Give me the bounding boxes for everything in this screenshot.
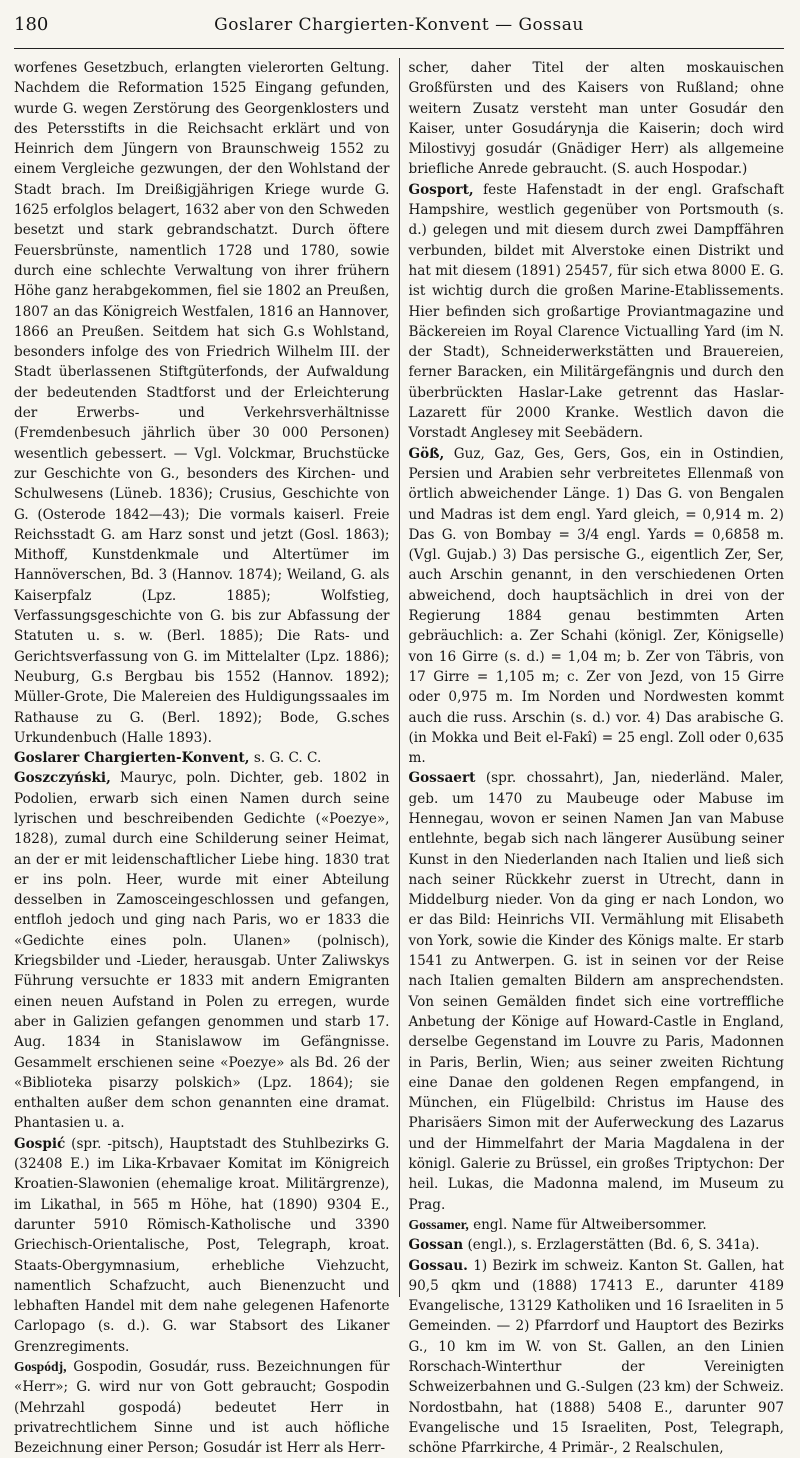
left-column <box>14 58 399 1457</box>
running-head-title: Goslarer Chargierten-Konvent — Gossau <box>214 15 584 35</box>
entry-text: scher, daher Titel der alten moskauischen Großfürsten und des Kaisers von Rußland; ohne weitern Zusatz versteht man unter Gosudár den Kaiser, unter Gosudárynja die Kaiserin; doch wird Milostivyj gosudár (Gnädiger Herr) als allgemeine briefliche Anrede gebraucht. (S. auch Hospodar.) <box>408 60 784 178</box>
entry-text: feste Hafenstadt in der engl. Grafschaft Hampshire, westlich gegenüber von Portsmouth (s. d.) gelegen und mit diesem durch zwei Dampffähren verbunden, bildet mit Alverstoke einen Distrikt und hat mit diesem (1891) 25457, für sich etwa 8000 E. G. ist wichtig durch die großen Marine-Etablissements. Hier befinden sich großartige Proviantmagazine und Bäckereien im Royal Clarence Victualling Yard (im N. der Stadt), Schneiderwerkstätten und Brauereien, ferner Baracken, ein Militärgefängnis und durch den überbrückten Haslar-Lake getrennt das Haslar-Lazarett für 2000 Kranke. Westlich davon die Vorstadt Anglesey mit Seebädern. <box>408 181 784 442</box>
running-head <box>14 14 784 49</box>
entry-gosport <box>409 180 785 444</box>
entry-gospic <box>14 1134 390 1357</box>
entry-text: s. G. C. C. <box>249 750 322 767</box>
entry-goss <box>409 444 785 769</box>
entry-headword: Gossan <box>408 1237 464 1254</box>
text-columns <box>14 58 784 1457</box>
entry-headword: Gossau. <box>408 1257 468 1274</box>
entry-goslarer-chargierten-konvent <box>14 748 390 768</box>
entry-goszczynski <box>14 768 390 1133</box>
entry-headword: Goszczyński, <box>14 770 111 787</box>
entry-headword: Gossaert <box>408 770 476 787</box>
entry-text: Gospodin, Gosudár, russ. Bezeichnungen für «Herr»; G. wird nur von Gott gebraucht; Gospodin (Mehrzahl gospodá) bedeutet Herr in privatrechtlichem Sinne und ist auch höfliche Bezeichnung einer Person; Gosudár ist Herr als Herr- <box>14 1359 390 1457</box>
right-column <box>399 58 785 1457</box>
entry-headword: Goslarer Chargierten-Konvent, <box>14 750 250 767</box>
entry-gossan <box>409 1235 785 1255</box>
entry-text: (spr. -pitsch), Hauptstadt des Stuhlbezirks G. (32408 E.) im Lika-Krbavaer Komitat im Königreich Kroatien-Slawonien (ehemalige kroat. Militärgrenze), im Likathal, in 565 m Höhe, hat (1890) 9304 E., darunter 5910 Römisch-Katholische und 3390 Griechisch-Orientalische, Post, Telegraph, kroat. Staats-Obergymnasium, erhebliche Viehzucht, namentlich Schafzucht, auch Bienenzucht und lebhaften Handel mit dem nahe gelegenen Hafenorte Carlopago (s. d.). G. war Stabsort des Likaner Grenzregiments. <box>14 1135 390 1355</box>
entry-gossamer <box>409 1215 785 1235</box>
entry-headword: Gospić <box>14 1135 66 1152</box>
entry-headword: Gospódj, <box>14 1359 67 1374</box>
entry-text: Mauryc, poln. Dichter, geb. 1802 in Podolien, erwarb sich einen Namen durch seine lyrischen und beschreibenden Gedichte («Poezye», 1828), zumal durch eine Schilderung seiner Heimat, an der er mit leidenschaftlicher Liebe hing. 1830 trat er ins poln. Heer, wurde mit einer Abteilung desselben in Zamosceingeschlossen und gefangen, entfloh jedoch und ging nach Paris, wo er 1833 die «Gedichte eines poln. Ulanen» (polnisch), Kriegsbilder und -Lieder, herausgab. Unter Zaliwskys Führung versuchte er 1833 mit andern Emigranten einen neuen Aufstand in Polen zu erregen, wurde aber in Galizien gefangen genommen und starb 17. Aug. 1834 in Stanislawow im Gefängnisse. Gesammelt erschienen seine «Poezye» als Bd. 26 der «Biblioteka pisarzy polskich» (Lpz. 1864); sie enthalten außer dem schon genannten eine dramat. Phantasien u. a. <box>14 770 390 1132</box>
entry-text: worfenes Gesetzbuch, erlangten vielerorten Geltung. Nachdem die Reformation 1525 Eingang gefunden, wurde G. wegen Zerstörung des Georgenklosters und des Petersstifts in die Reichsacht erklärt und von Heinrich dem Jüngern von Braunschweig 1552 zu einem Vergleiche gezwungen, der den Wohlstand der Stadt brach. Im Dreißigjährigen Kriege wurde G. 1625 erfolglos belagert, 1632 aber von den Schweden besetzt und stark gebrandschatzt. Durch öftere Feuersbrünste, namentlich 1728 und 1780, sowie durch eine schlechte Verwaltung von ihrer frühern Höhe ganz herabgekommen, fiel sie 1802 an Preußen, 1807 an das Königreich Westfalen, 1816 an Hannover, 1866 an Preußen. Seitdem hat sich G.s Wohlstand, besonders infolge des von Friedrich Wilhelm III. der Stadt überlassenen Stiftgüterfonds, der Aufwaldung der bedeutenden Stadtforst und der Erleichterung der Erwerbs- und Verkehrsverhältnisse (Fremdenbesuch jährlich über 30 000 Personen) wesentlich gebessert. — Vgl. Volckmar, Bruchstücke zur Geschichte von G., besonders des Kirchen- und Schulwesens (Lüneb. 1836); Crusius, Geschichte von G. (Osterode 1842—43); Die vormals kaiserl. Freie Reichsstadt G. am Harz sonst und jetzt (Gosl. 1863); Mithoff, Kunstdenkmale und Altertümer im Hannöverschen, Bd. 3 (Hannov. 1874); Weiland, G. als Kaiserpfalz (Lpz. 1885); Wolfstieg, Verfassungsgeschichte von G. bis zur Abfassung der Statuten u. s. w. (Berl. 1885); Die Rats- und Gerichtsverfassung von G. im Mittelalter (Lpz. 1886); Neuburg, G.s Bergbau bis 1552 (Hannov. 1892); Müller-Grote, Die Malereien des Huldigungssaales im Rathause zu G. (Berl. 1892); Bode, G.sches Urkundenbuch (Halle 1893). <box>14 60 390 746</box>
entry-headword: Gossamer, <box>408 1216 469 1232</box>
entry-gossaert <box>409 768 785 1215</box>
entry-text: (spr. chossahrt), Jan, niederländ. Maler, geb. um 1470 zu Maubeuge oder Mabuse im Hennegau, wovon er seinen Namen Jan van Mabuse entlehnte, begab sich nach längerer Ausübung seiner Kunst in den Niederlanden nach Italien und ließ sich nach seiner Rückkehr zuerst in Utrecht, dann in Middelburg nieder. Von da ging er nach London, wo er das Bild: Heinrichs VII. Vermählung mit Elisabeth von York, sowie die Kinder des Königs malte. Er starb 1541 zu Antwerpen. G. ist in seinen vor der Reise nach Italien gemalten Bildern am ansprechendsten. Von seinen Gemälden findet sich eine vortreffliche Anbetung der Könige auf Howard-Castle in England, derselbe Gegenstand im Louvre zu Paris, Madonnen in Paris, Berlin, Wien; aus seiner zweiten Richtung eine Danae den goldenen Regen empfangend, in München, ein Flügelbild: Christus im Hause des Pharisäers Simon mit der Auferweckung des Lazarus und der Himmelfahrt der Maria Magdalena in der königl. Galerie zu Brüssel, ein großes Triptychon: Der heil. Lukas, die Madonna malend, im Museum zu Prag. <box>408 770 784 1213</box>
entry-continuation <box>409 58 785 180</box>
entry-text: Guz, Gaz, Ges, Gers, Gos, ein in Ostindien, Persien und Arabien sehr verbreitetes Ellenmaß von örtlich abweichender Länge. 1) Das G. von Bengalen und Madras ist dem engl. Yard gleich, = 0,914 m. 2) Das G. von Bombay = 3/4 engl. Yards = 0,6858 m. (Vgl. Gujab.) 3) Das persische G., eigentlich Zer, Ser, auch Arschin genannt, in den verschiedenen Orten abweichend, doch hauptsächlich in drei von der Regierung 1884 genau bestimmten Arten gebräuchlich: a. Zer Schahi (königl. Zer, Königselle) von 16 Girre (s. d.) = 1,04 m; b. Zer von Täbris, von 17 Girre = 1,105 m; c. Zer von Jezd, von 15 Girre oder 0,975 m. Im Norden und Nordwesten kommt auch die russ. Arschin (s. d.) vor. 4) Das arabische G. (in Mokka und Beit el-Fakî) = 25 engl. Zoll oder 0,635 m. <box>408 445 784 767</box>
page-number: 180 <box>14 14 49 35</box>
entry-text: engl. Name für Altweibersommer. <box>468 1216 707 1233</box>
entry-text: (engl.), s. Erzlagerstätten (Bd. 6, S. 341a). <box>463 1237 760 1254</box>
entry-continuation <box>14 58 390 748</box>
entry-headword: Gosport, <box>408 181 474 198</box>
entry-gossau <box>409 1256 785 1458</box>
entry-text: 1) Bezirk im schweiz. Kanton St. Gallen, hat 90,5 qkm und (1888) 17413 E., darunter 4189 Evangelische, 13129 Katholiken und 16 Israeliten in 5 Gemeinden. — 2) Pfarrdorf und Hauptort des Bezirks G., 10 km im W. von St. Gallen, an den Linien Rorschach-Winterthur der Vereinigten Schweizerbahnen und G.-Sulgen (23 km) der Schweiz. Nordostbahn, hat (1888) 5408 E., darunter 907 Evangelische und 15 Israeliten, Post, Telegraph, schöne Pfarrkirche, 4 Primär-, 2 Realschulen, <box>408 1257 784 1457</box>
entry-headword: Göß, <box>408 445 445 462</box>
entry-gospodj <box>14 1357 390 1458</box>
